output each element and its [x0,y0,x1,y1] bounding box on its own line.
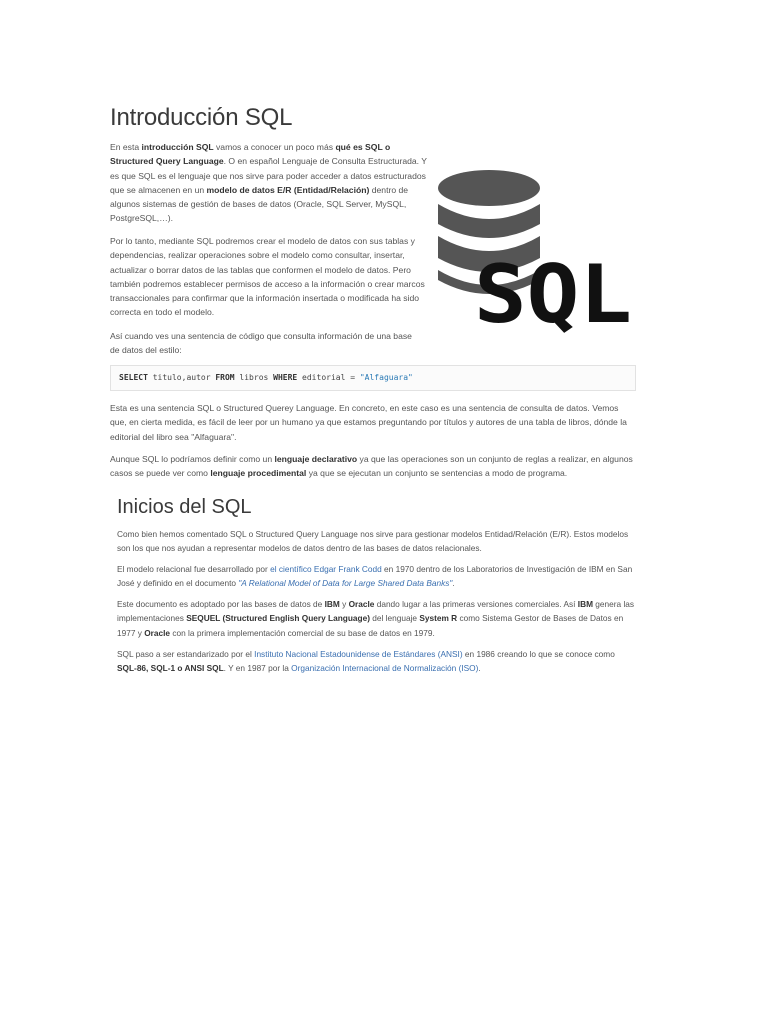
text-run: del lenguaje [369,613,420,624]
bold-text: IBM [577,599,593,609]
inline-link[interactable]: Instituto Nacional Estadounidense de Estándares (ANSI) [254,649,463,659]
text-run: . [478,663,481,674]
code-keyword-where: WHERE [273,373,298,382]
section-title: Inicios del SQL [117,496,252,518]
text-run: genera las implementaciones [117,599,635,624]
text-run: ya que las operaciones son un conjunto de reglas a realizar, en algunos casos se puede ver como [110,454,633,479]
text-run: vamos a conocer un poco más [213,142,336,152]
bold-text: System R [419,613,458,624]
text-run: dentro de algunos sistemas de gestión de bases de datos (Oracle, SQL Server, MySQL, PostgreSQL,…). [110,184,409,224]
body-paragraph-5 [110,452,635,481]
body-paragraph-4: Esta es una sentencia SQL o Structured Querey Language. En concreto, en este caso es una sentencia de consulta de datos. Vemos que, en cierta medida, es fácil de leer por un humano ya que estamos preguntando por títulos y autores de una tabla de libros, dónde la editorial del libro sea "Alfaguara". [110,403,627,442]
text-run: ya que se ejecutan un conjunto se sentencias a modo de programa. [306,468,568,479]
bold-text: Oracle [144,627,171,638]
section-paragraph-1: Como bien hemos comentado SQL o Structured Query Language nos sirve para gestionar modelos Entidad/Relación (E/R). Estos modelos son los que nos ayudan a representar modelos de datos dentro de las bases de datos relacionales. [117,529,629,554]
inline-link[interactable]: el científico Edgar Frank Codd [270,564,382,574]
bold-text: introducción SQL [141,142,214,152]
text-run: . [452,578,455,589]
bold-text: SEQUEL (Structured English Query Language) [186,613,370,624]
sql-logo-text: SQL [474,248,632,336]
bold-text: Oracle [348,599,375,609]
code-table: libros [234,373,274,382]
text-run: . Y en 1987 por la [223,663,292,674]
code-condition: editorial = [297,373,360,382]
bold-text: lenguaje declarativo [274,454,358,464]
code-string-value: "Alfaguara" [359,373,413,382]
intro-paragraph-3: Así cuando ves una sentencia de código que consulta información de una base de datos del estilo: [110,331,412,356]
text-run: En esta [110,142,142,152]
inline-link[interactable]: Organización Internacional de Normalización (ISO) [291,663,479,674]
intro-paragraph-2: Por lo tanto, mediante SQL podremos crear el modelo de datos con sus tablas y dependencias, realizar operaciones sobre el modelo como consultar, insertar, actualizar o borrar datos de las tablas que conformen el modelo de datos. Pero también podremos establecer permisos de acceso a la información o crear marcos transaccionales para confirmar que la información insertada o modificada ha sido correcta en todo el modelo. [110,236,425,318]
text-run: en 1986 creando lo que se conoce como [462,649,615,659]
bold-text: lenguaje procedimental [210,468,307,479]
bold-text: SQL-86, SQL-1 o ANSI SQL [117,663,224,674]
text-run: . O en español Lenguaje de Consulta Estructurada. Y es que SQL es el lenguaje que nos sirve para poder acceder a datos estructurados que se almacenen en un [110,156,427,195]
inline-link[interactable] [238,578,455,589]
text-run: con la primera implementación comercial de su base de datos en 1979. [170,627,435,638]
text-run: Aunque SQL lo podríamos definir como un [110,454,275,464]
text-run: El modelo relacional fue desarrollado por [117,564,271,574]
text-run: y [339,599,349,609]
bold-text: modelo de datos E/R (Entidad/Relación) [206,184,370,195]
intro-paragraph-1 [110,140,432,226]
section-paragraph-2 [117,562,635,591]
section-paragraph-3 [117,597,635,640]
text-run: dando lugar a las primeras versiones comerciales. Así [374,599,578,609]
text-run: SQL paso a ser estandarizado por el [117,649,255,659]
text-run: como Sistema Gestor de Bases de Datos en 1977 y [117,613,624,638]
text-run: Este documento es adoptado por las bases de datos de [117,599,325,609]
code-columns: titulo,autor [147,373,216,382]
text-run: en 1970 dentro de los Laboratorios de Investigación de IBM en San José y definido en el documento [117,564,633,589]
page-title: Introducción SQL [110,104,293,131]
sql-logo [434,166,640,341]
code-block [110,365,636,391]
bold-text: qué es SQL o Structured Query Language [110,142,391,167]
section-paragraph-4 [117,647,635,676]
database-icon [434,166,640,336]
link-text: "A Relational Model of Data for Large Shared Data Banks" [238,578,453,589]
code-keyword-select: SELECT [119,373,148,382]
code-keyword-from: FROM [215,373,235,382]
bold-text: IBM [324,599,340,609]
